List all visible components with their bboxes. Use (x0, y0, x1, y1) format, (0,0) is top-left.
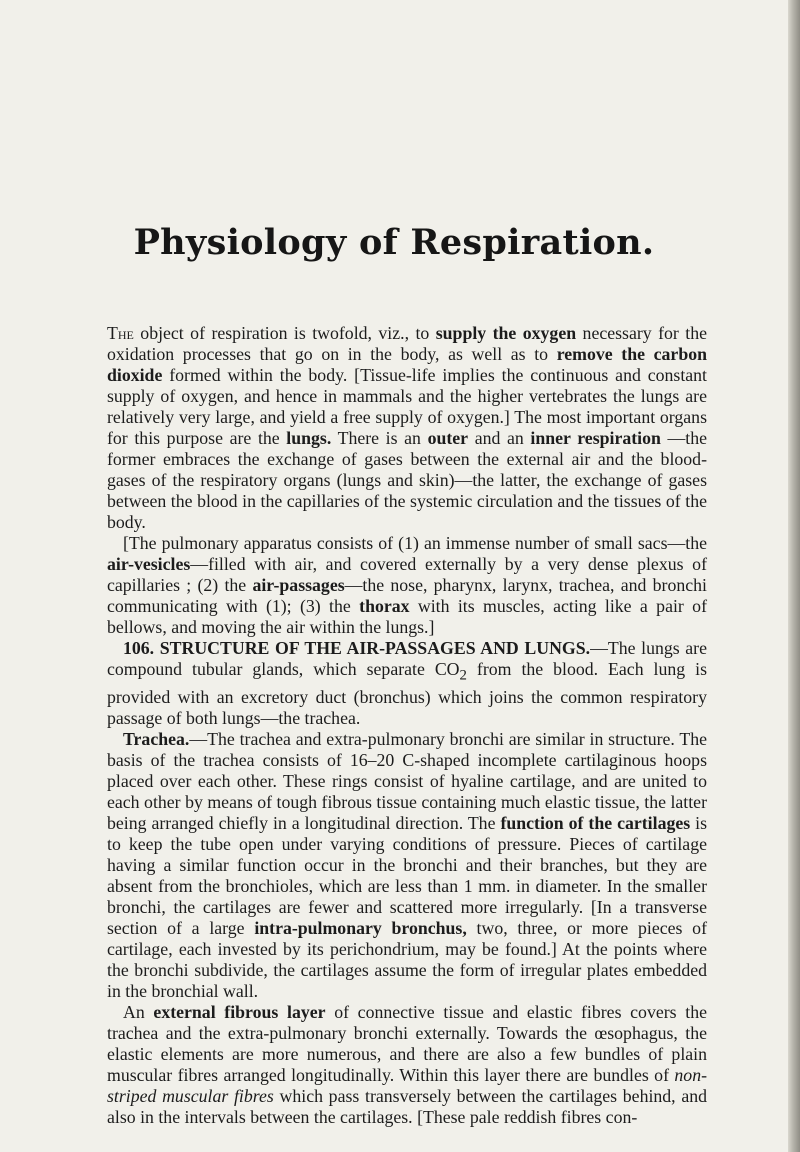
text-run: —filled with air, and covered externally by a very dense plexus of capillaries ; (2) the (107, 554, 707, 595)
text-run: —The lungs are compound tubular glands, which separate CO (107, 638, 707, 679)
text-run: and an (468, 428, 531, 448)
text-run: necessary for the oxidation processes that go on in the body, as well as to (107, 323, 707, 364)
paragraph-pulmonary-apparatus (107, 533, 707, 638)
text-run: formed within the body. [Tissue-life implies the continuous and constant supply of oxygen, and hence in mammals and the higher vertebrates the lungs are relatively very large, and yield a free supply of oxygen.] The most important organs for this purpose are the (107, 365, 707, 448)
page-edge-shadow (788, 0, 800, 1152)
keyword: supply the oxygen (435, 323, 577, 343)
text-run: There is an (331, 428, 428, 448)
text-run: —The trachea and extra-pulmonary bronchi are similar in structure. The basis of the trachea consists of 16–20 C-shaped incomplete cartilaginous hoops placed over each other. These rings consist of hyaline cartilage, and are united to each other by means of tough fibrous tissue containing much elastic tissue, the latter being arranged chiefly in a longitudinal direction. The (107, 728, 707, 833)
keyword: inner respiration (530, 428, 661, 448)
text-run: An (123, 1001, 154, 1022)
text-run: from the blood. Each lung is provided with an excretory duct (bronchus) which joins the common respiratory passage of both lungs—the trachea. (107, 659, 707, 728)
keyword: function of the cartilages (500, 812, 691, 833)
keyword: air-passages (252, 575, 345, 595)
text-run: of connective tissue and elastic fibres covers the trachea and the extra-pulmonary bronchi externally. Towards the œsophagus, the elastic elements are more numerous, and there are also a few bundles of plain muscular fibres arranged longitudinally. Within this layer there are bundles of (107, 1001, 707, 1085)
text-run: two, three, or more pieces of cartilage, each invested by its perichondrium, may be found.] At the points where the bronchi subdivide, the cartilages assume the form of irregular plates embedded in the bronchial wall. (107, 917, 707, 1001)
text-run: —the former embraces the exchange of gases between the external air and the blood-gases of the respiratory organs (lungs and skin)—the latter, the exchange of gases between the blood in the capillaries of the systemic circulation and the tissues of the body. (107, 428, 708, 532)
paragraph-trachea (107, 729, 707, 1002)
keyword: Trachea. (123, 728, 190, 749)
keyword: remove the carbon dioxide (107, 344, 707, 385)
subscript: 2 (459, 667, 467, 684)
paragraph-section-106 (107, 638, 707, 729)
keyword: intra-pulmonary bronchus, (254, 917, 467, 938)
keyword: outer (427, 428, 469, 448)
paragraph-intro (107, 323, 707, 533)
keyword: air-vesicles (107, 554, 191, 574)
text-run: —the nose, pharynx, larynx, trachea, and bronchi communicating with (1); (3) the (107, 575, 707, 616)
text-run: is to keep the tube open under varying conditions of pressure. Pieces of cartilage having a similar function occur in the bronchi and their branches, but they are absent from the bronchioles, which are less than 1 mm. in diameter. In the smaller bronchi, the cartilages are fewer and scattered more irregularly. [In a transverse section of a large (107, 812, 707, 938)
section-heading: 106. STRUCTURE OF THE AIR-PASSAGES AND LUNGS. (123, 638, 591, 658)
lead-word: The (107, 323, 134, 343)
keyword: thorax (359, 596, 410, 616)
text-run: [The pulmonary apparatus consists of (1) an immense number of small sacs—the (123, 533, 707, 553)
paragraph-fibrous-layer (107, 1002, 707, 1128)
body-text (107, 323, 707, 1128)
text-run: which pass transversely between the cartilages behind, and also in the intervals between the cartilages. [These pale reddish fibres con- (107, 1085, 707, 1127)
keyword: lungs. (286, 428, 332, 448)
keyword: external fibrous layer (153, 1001, 326, 1022)
text-run: with its muscles, acting like a pair of bellows, and moving the air within the lungs.] (107, 596, 707, 637)
italic-term: non-striped muscular fibres (107, 1064, 707, 1106)
text-run: object of respiration is twofold, viz., to (133, 323, 436, 343)
page-title: Physiology of Respiration. (133, 222, 655, 263)
